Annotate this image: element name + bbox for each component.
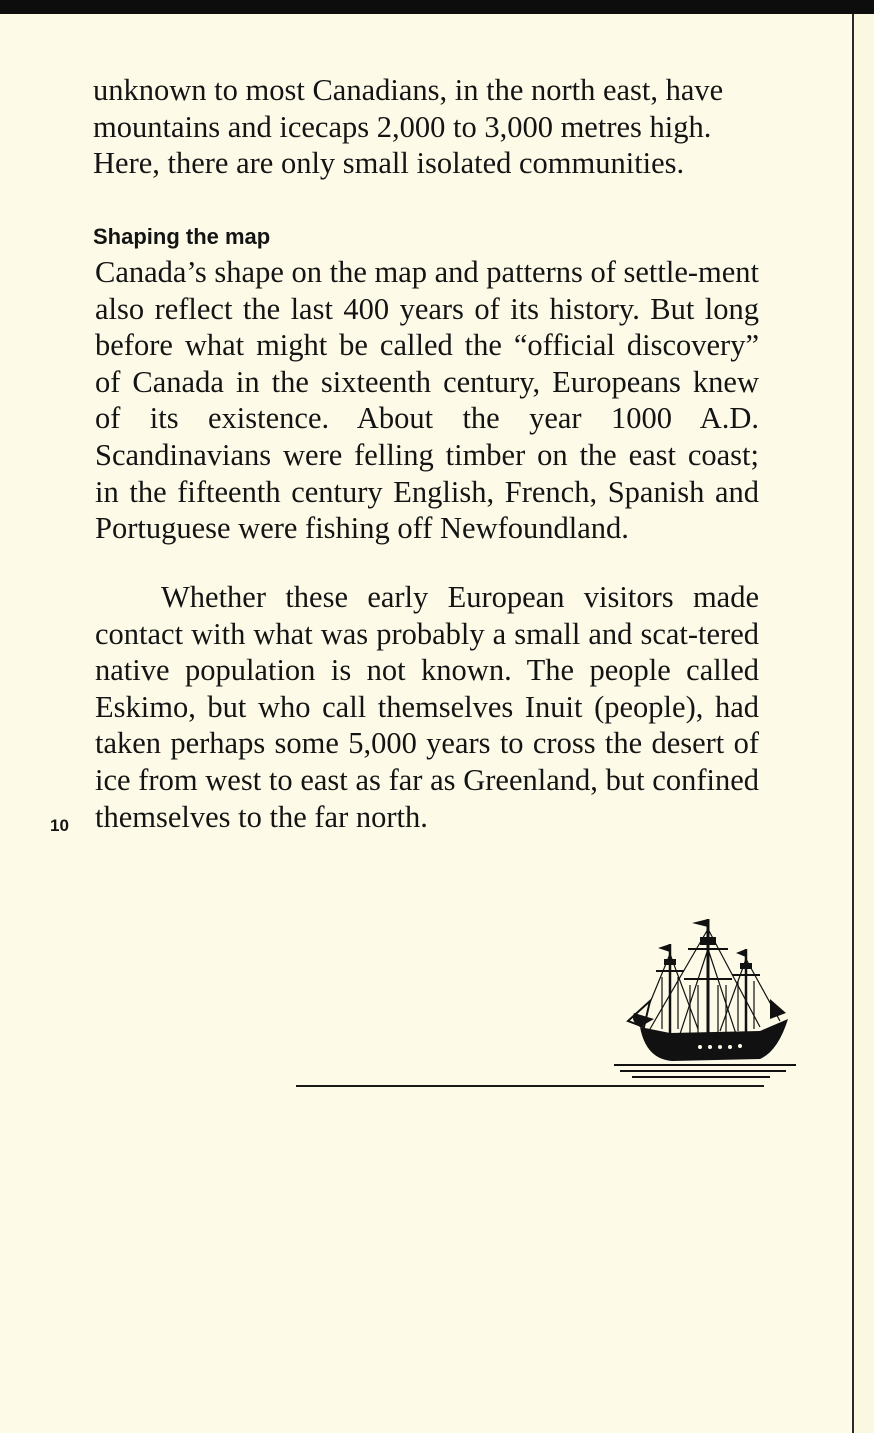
paragraph-history: Canada’s shape on the map and patterns of settle-ment also reflect the last 400 years of its history. But long before what might be called the “official discovery” of Canada in the sixteenth century, Europeans knew of its existence. About the year 1000 A.D. Scandinavians were felling timber on the east coast; in the fifteenth century English, French, Spanish and Portuguese were fishing off Newfoundland. [95, 255, 760, 546]
horizontal-rule [296, 1085, 764, 1087]
page-number: 10 [50, 816, 69, 835]
sailing-ship-icon [610, 909, 800, 1087]
scan-top-edge [0, 0, 874, 14]
page-edge [852, 14, 874, 1433]
section-heading: Shaping the map [93, 224, 271, 249]
paragraph-intro: unknown to most Canadians, in the north east, have mountains and icecaps 2,000 to 3,000 metres high. Here, there are only small isolated communities. [93, 73, 724, 181]
book-page [0, 14, 852, 1433]
paragraph-inuit: Whether these early European visitors made contact with what was probably a small and scat-tered native population is not known. The people called Eskimo, but who call themselves Inuit (people), had taken perhaps some 5,000 years to cross the desert of ice from west to east as far as Greenland, but confined themselves to the far north. [95, 580, 759, 834]
